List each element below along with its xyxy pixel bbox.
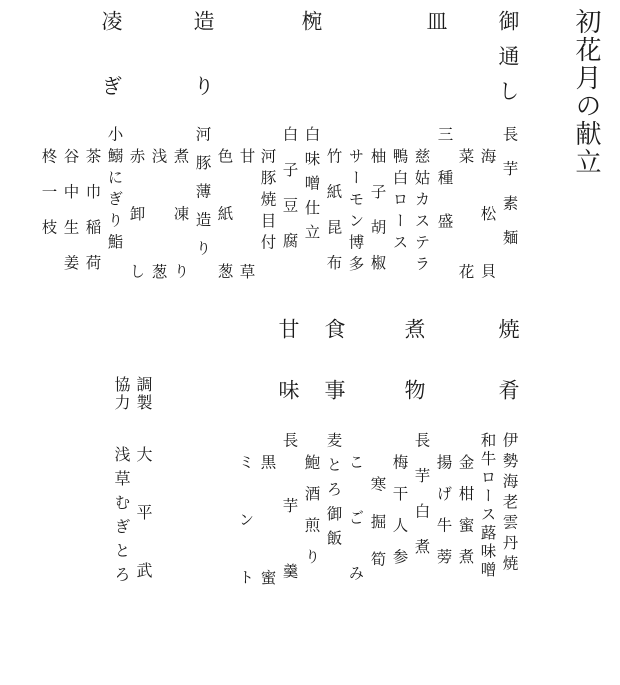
item-koiwashi-nigiri: 小鰯にぎり鮨 — [105, 126, 124, 255]
course-otoshi: 御通し — [496, 10, 520, 115]
item-kuromitsu: 黒蜜 — [258, 454, 277, 685]
item-fugu-usuzukuri: 河豚薄造り — [193, 126, 212, 269]
item-hiiragi: 柊一枝 — [39, 148, 58, 255]
item-salmon-hakata: サーモン博多 — [346, 148, 365, 277]
item-shiromiso: 白味噌仕立 — [302, 126, 321, 249]
item-chikushi-konbu: 竹紙昆布 — [324, 148, 343, 290]
item-akaoroshi: 赤卸し — [127, 148, 146, 321]
credit-label-chosei: 調製 — [134, 376, 153, 412]
menu-title: 初花月の献立 — [571, 8, 601, 176]
course-amami: 甘味 — [276, 318, 300, 440]
item-age-gobo: 揚げ牛蒡 — [434, 454, 453, 580]
item-kanbori-takenoko: 寒掘筍 — [368, 476, 387, 589]
course-shokuji: 食事 — [322, 318, 346, 440]
item-wagyu-fukimiso: 和牛ロース蕗味噌 — [478, 432, 497, 580]
credit-chef-name: 大平武 — [134, 446, 153, 620]
item-kinkan-mitsuni: 金柑蜜煮 — [456, 454, 475, 580]
item-shirako-tofu: 白子豆腐 — [280, 126, 299, 268]
course-tsukuri: 造り — [191, 10, 215, 140]
item-chakin-inari: 茶巾稲荷 — [83, 148, 102, 290]
credit-label-kyoryoku: 協力 — [112, 376, 131, 412]
item-mint: ミント — [236, 454, 255, 627]
item-kanzo: 甘草 — [237, 148, 256, 379]
course-shinogi: 凌ぎ — [99, 10, 123, 140]
item-nikogori: 煮凍り — [171, 148, 190, 321]
item-sanshu-mori: 三種盛 — [435, 126, 454, 257]
item-mugitoro-gohan: 麦とろ御飯 — [324, 432, 343, 555]
item-awabi-sakairi: 鮑酒煎り — [302, 454, 321, 580]
item-shikishi-negi: 色紙葱 — [215, 148, 234, 321]
item-kogomi: こごみ — [346, 454, 365, 621]
item-nagaimo-shironi: 長芋白煮 — [412, 432, 431, 574]
course-nimono: 煮物 — [402, 318, 426, 440]
item-mirugai: 海松貝 — [478, 148, 497, 321]
item-nagaimo-somen: 長芋素麺 — [500, 126, 519, 264]
course-wan: 椀 — [299, 10, 323, 31]
credit-restaurant-name: 浅草むぎとろ — [112, 446, 131, 590]
item-asatsuki: 浅葱 — [149, 148, 168, 379]
item-kuwai-castella: 慈姑カステラ — [412, 148, 431, 277]
item-umeboshi-ninjin: 梅干人参 — [390, 454, 409, 580]
item-yuzu-kosho: 柚子胡椒 — [368, 148, 387, 290]
item-nagaimo-kan: 長芋羹 — [280, 432, 299, 629]
course-sara: 皿 — [424, 10, 448, 31]
item-nabana: 菜花 — [456, 148, 475, 379]
item-kamo-rosu: 鴨白ロース — [390, 148, 409, 256]
item-fugu-yakime: 河豚焼目付 — [258, 148, 277, 256]
item-yanaka-shoga: 谷中生姜 — [61, 148, 80, 290]
item-iseebi-unizaki: 伊勢海老雲丹焼 — [500, 432, 519, 576]
course-yakizakana: 焼肴 — [496, 318, 520, 440]
